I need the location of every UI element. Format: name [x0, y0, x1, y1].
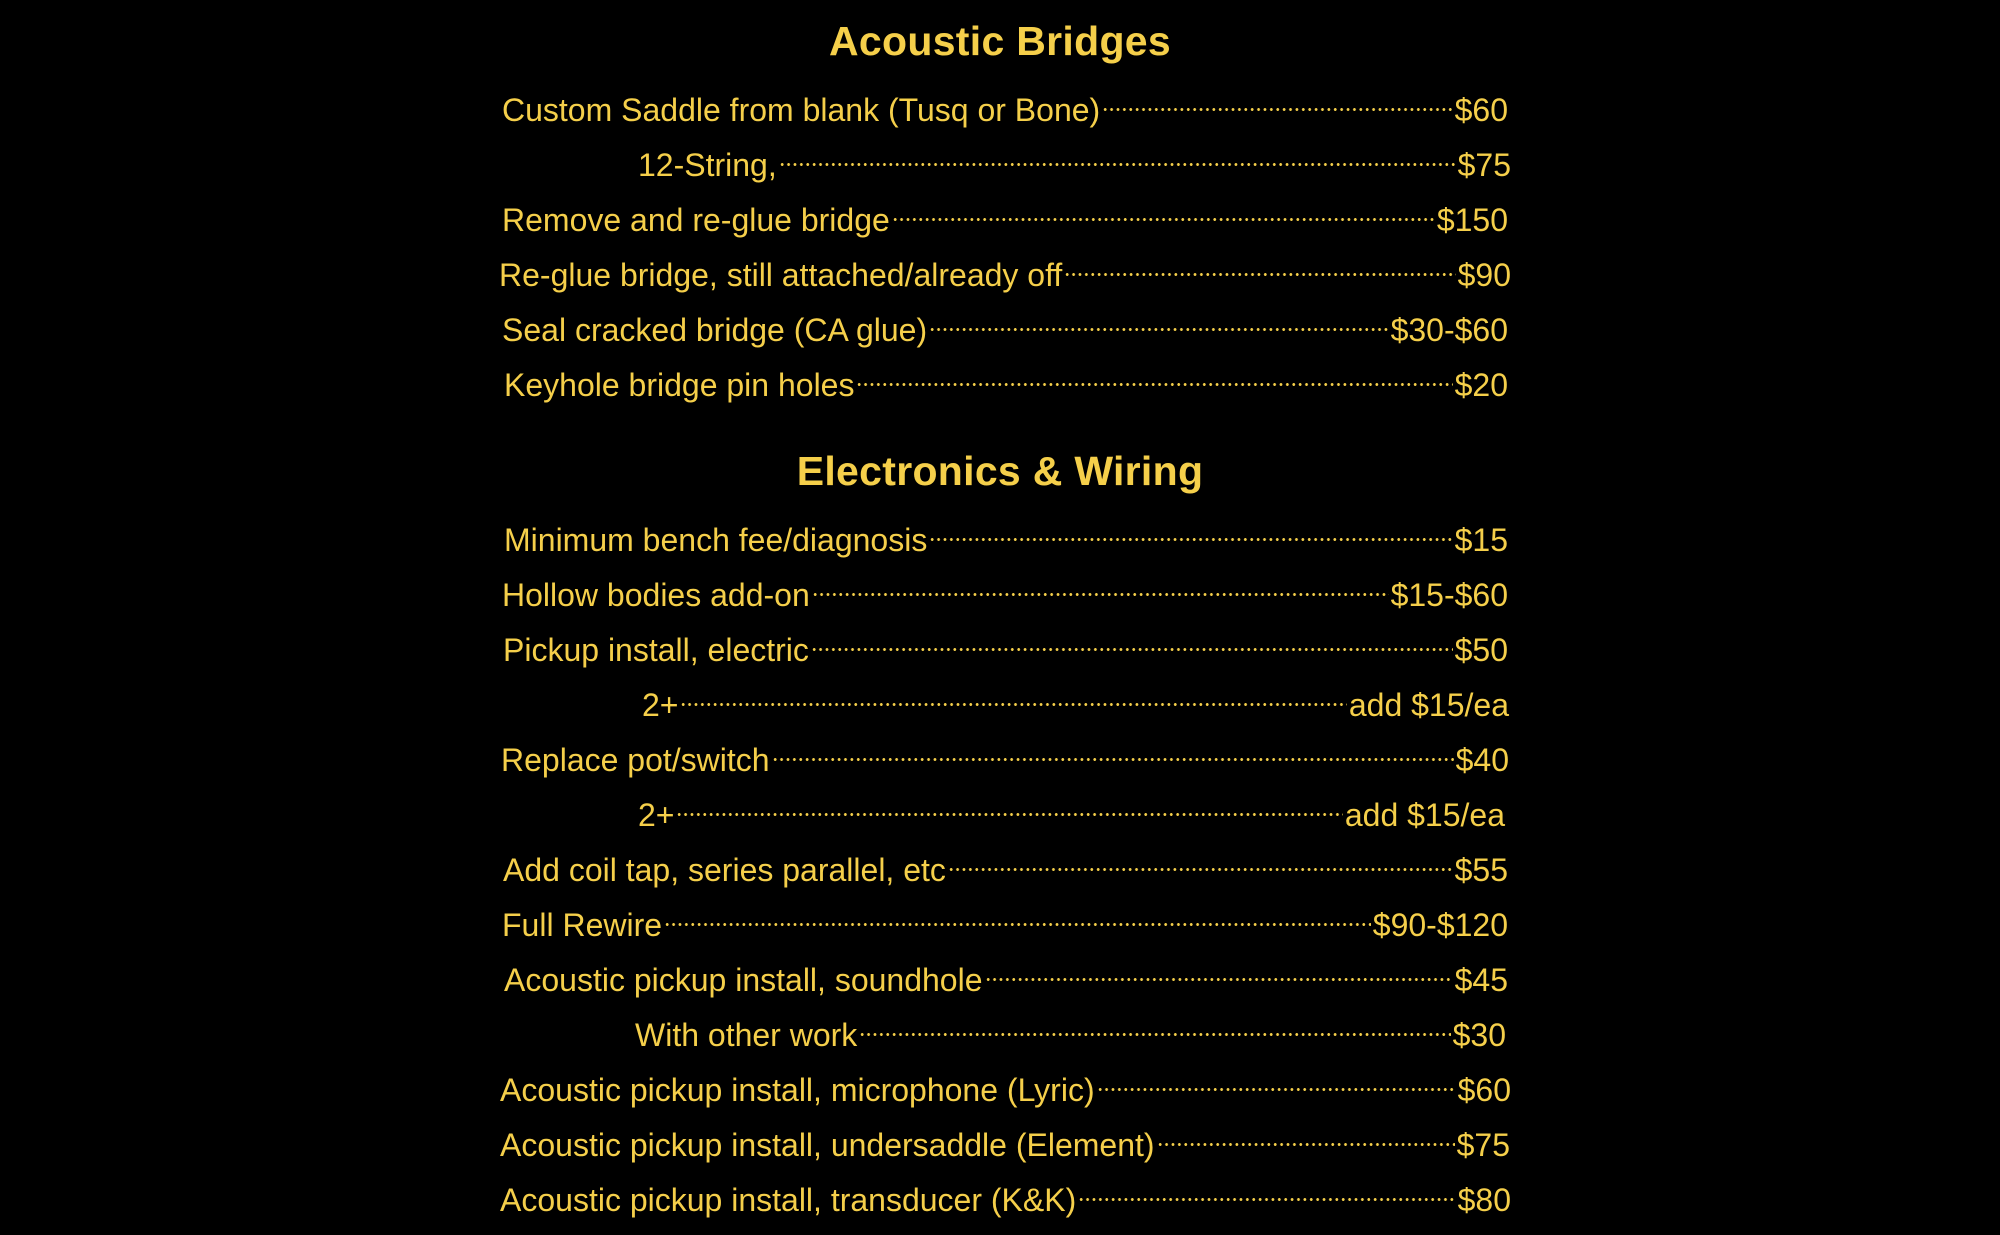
- list-item: [502, 77, 1508, 128]
- item-price: $20: [1454, 367, 1508, 403]
- item-price: $40: [1455, 742, 1509, 778]
- item-price: $15: [1454, 522, 1508, 558]
- dot-leader: [811, 617, 1453, 661]
- dot-leader: [892, 187, 1435, 231]
- dot-leader: [779, 132, 1456, 176]
- list-item: [500, 1112, 1510, 1163]
- item-label: Acoustic pickup install, soundhole: [504, 962, 983, 998]
- dot-leader: [1097, 1057, 1456, 1101]
- item-price: $55: [1454, 852, 1508, 888]
- item-label: 2+: [638, 797, 675, 833]
- dot-leader: [1064, 242, 1455, 286]
- dot-leader: [772, 727, 1454, 771]
- item-label: Minimum bench fee/diagnosis: [504, 522, 928, 558]
- dot-leader: [1078, 1167, 1455, 1211]
- item-label: With other work: [635, 1017, 858, 1053]
- dot-leader: [929, 297, 1388, 341]
- list-item: [503, 837, 1508, 888]
- item-price: $60: [1457, 1072, 1511, 1108]
- dot-leader: [680, 672, 1346, 716]
- list-item: [504, 507, 1508, 558]
- list-item: [635, 1002, 1506, 1053]
- item-label: Re-glue bridge, still attached/already off: [499, 257, 1063, 293]
- list-item: [502, 297, 1508, 348]
- dot-leader: [985, 947, 1453, 991]
- item-label: Full Rewire: [502, 907, 663, 943]
- item-label: Hollow bodies add-on: [502, 577, 810, 613]
- item-price: $30: [1452, 1017, 1506, 1053]
- item-label: Custom Saddle from blank (Tusq or Bone): [502, 92, 1101, 128]
- item-price: $60: [1454, 92, 1508, 128]
- list-item: [500, 1057, 1511, 1108]
- list-item: [500, 1167, 1511, 1218]
- item-label: Remove and re-glue bridge: [502, 202, 890, 238]
- list-item: [638, 132, 1511, 183]
- dot-leader: [929, 507, 1452, 551]
- item-price: $75: [1456, 1127, 1510, 1163]
- item-label: Keyhole bridge pin holes: [504, 367, 855, 403]
- list-item: [502, 892, 1508, 943]
- dot-leader: [676, 782, 1342, 826]
- item-price: $45: [1454, 962, 1508, 998]
- item-label: Acoustic pickup install, transducer (K&K): [500, 1182, 1077, 1218]
- item-price: add $15/ea: [1344, 797, 1505, 833]
- item-price: $90: [1457, 257, 1511, 293]
- dot-leader: [664, 892, 1371, 936]
- item-label: 12-String,: [638, 147, 777, 183]
- dot-leader: [948, 837, 1453, 881]
- item-label: Seal cracked bridge (CA glue): [502, 312, 928, 348]
- dot-leader: [856, 352, 1452, 396]
- section-title-electronics-wiring: Electronics & Wiring: [796, 448, 1204, 494]
- list-item: [638, 782, 1505, 833]
- dot-leader: [1157, 1112, 1455, 1156]
- item-label: Pickup install, electric: [503, 632, 809, 668]
- list-item: [503, 617, 1508, 668]
- item-price: $80: [1457, 1182, 1511, 1218]
- item-price: $90-$120: [1372, 907, 1508, 943]
- item-label: Acoustic pickup install, microphone (Lyric): [500, 1072, 1095, 1108]
- item-price: $75: [1457, 147, 1511, 183]
- list-item: [504, 947, 1508, 998]
- list-item: [499, 242, 1511, 293]
- item-label: Acoustic pickup install, undersaddle (Element): [500, 1127, 1155, 1163]
- item-price: add $15/ea: [1348, 687, 1509, 723]
- item-price: $30-$60: [1390, 312, 1508, 348]
- dot-leader: [859, 1002, 1450, 1046]
- list-item: [501, 727, 1509, 778]
- item-label: Replace pot/switch: [501, 742, 770, 778]
- item-label: Add coil tap, series parallel, etc: [503, 852, 946, 888]
- dot-leader: [1102, 77, 1452, 121]
- item-label: 2+: [642, 687, 679, 723]
- section-title-acoustic-bridges: Acoustic Bridges: [829, 18, 1171, 64]
- item-price: $15-$60: [1390, 577, 1508, 613]
- list-item: [502, 562, 1508, 613]
- list-item: [502, 187, 1508, 238]
- list-item: [642, 672, 1509, 723]
- item-price: $150: [1436, 202, 1508, 238]
- list-item: [504, 352, 1508, 403]
- dot-leader: [812, 562, 1389, 606]
- item-price: $50: [1454, 632, 1508, 668]
